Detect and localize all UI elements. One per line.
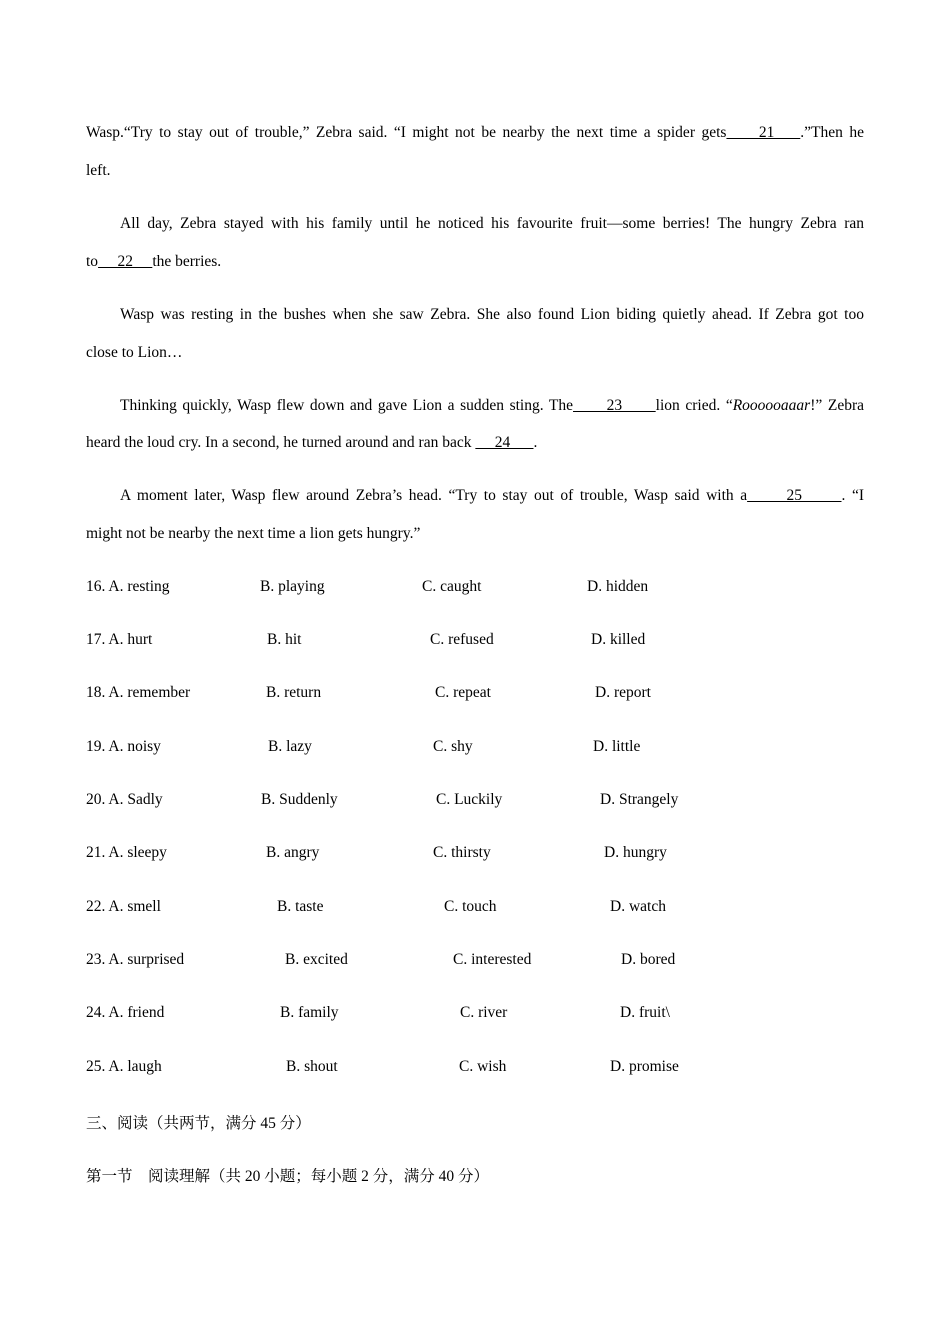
passage-p1-line1: Wasp.“Try to stay out of trouble,” Zebra said. “I might not be nearby the next time a spider gets 21 .”Then he	[86, 124, 865, 141]
q23-option-d: D. bored	[621, 951, 676, 968]
section-heading: 三、阅读（共两节，满分 45 分）	[86, 1115, 311, 1132]
q22-option-c: C. touch	[444, 898, 497, 915]
passage-p4-line2: heard the loud cry. In a second, he turned around and ran back 24 .	[86, 434, 538, 451]
q18-option-b: B. return	[266, 684, 322, 701]
passage-p1-line2: left.	[86, 162, 111, 179]
q25-option-a: 25. A. laugh	[86, 1058, 162, 1075]
q16-option-a: 16. A. resting	[86, 578, 170, 595]
q24-option-a: 24. A. friend	[86, 1004, 165, 1021]
q25-option-d: D. promise	[610, 1058, 679, 1075]
blank-22: 22	[98, 253, 153, 270]
q24-option-c: C. river	[460, 1004, 508, 1021]
q22-option-a: 22. A. smell	[86, 898, 161, 915]
q25-option-b: B. shout	[286, 1058, 338, 1075]
passage-p4-line1: Thinking quickly, Wasp flew down and gave Lion a sudden sting. The 23 lion cried. “Roooooaaar!” Zebra	[120, 397, 864, 414]
q23-option-c: C. interested	[453, 951, 532, 968]
q18-option-d: D. report	[595, 684, 651, 701]
q16-option-b: B. playing	[260, 578, 325, 595]
q25-option-c: C. wish	[459, 1058, 507, 1075]
q21-option-c: C. thirsty	[433, 844, 491, 861]
q23-option-a: 23. A. surprised	[86, 951, 185, 968]
q18-option-c: C. repeat	[435, 684, 491, 701]
blank-24: 24	[475, 434, 534, 451]
passage-p3-line1: Wasp was resting in the bushes when she saw Zebra. She also found Lion biding quietly ahead. If Zebra got too	[120, 306, 864, 323]
q20-option-a: 20. A. Sadly	[86, 791, 163, 808]
q22-option-b: B. taste	[277, 898, 324, 915]
passage-p2-line1: All day, Zebra stayed with his family until he noticed his favourite fruit—some berries! The hungry Zebra ran	[120, 215, 864, 232]
q21-option-d: D. hungry	[604, 844, 667, 861]
passage-p2-line2: to 22 the berries.	[86, 253, 222, 270]
blank-25: 25	[747, 487, 842, 504]
q20-option-b: B. Suddenly	[261, 791, 338, 808]
q17-option-d: D. killed	[591, 631, 646, 648]
q24-option-d: D. fruit\	[620, 1004, 670, 1021]
q21-option-b: B. angry	[266, 844, 320, 861]
q20-option-d: D. Strangely	[600, 791, 679, 808]
q19-option-c: C. shy	[433, 738, 473, 755]
blank-23: 23	[573, 397, 656, 414]
q16-option-d: D. hidden	[587, 578, 649, 595]
q21-option-a: 21. A. sleepy	[86, 844, 167, 861]
q19-option-a: 19. A. noisy	[86, 738, 161, 755]
q19-option-b: B. lazy	[268, 738, 312, 755]
q24-option-b: B. family	[280, 1004, 339, 1021]
q23-option-b: B. excited	[285, 951, 348, 968]
q17-option-a: 17. A. hurt	[86, 631, 153, 648]
section-subheading: 第一节 阅读理解（共 20 小题；每小题 2 分，满分 40 分）	[86, 1168, 490, 1185]
q20-option-c: C. Luckily	[436, 791, 503, 808]
q16-option-c: C. caught	[422, 578, 482, 595]
passage-p3-line2: close to Lion…	[86, 344, 183, 361]
q19-option-d: D. little	[593, 738, 641, 755]
q17-option-b: B. hit	[267, 631, 302, 648]
q22-option-d: D. watch	[610, 898, 666, 915]
passage-p5-line1: A moment later, Wasp flew around Zebra’s head. “Try to stay out of trouble, Wasp said with a 25 . “I	[120, 487, 864, 504]
passage-p5-line2: might not be nearby the next time a lion gets hungry.”	[86, 525, 421, 542]
q18-option-a: 18. A. remember	[86, 684, 191, 701]
q17-option-c: C. refused	[430, 631, 494, 648]
blank-21: 21	[726, 124, 801, 141]
